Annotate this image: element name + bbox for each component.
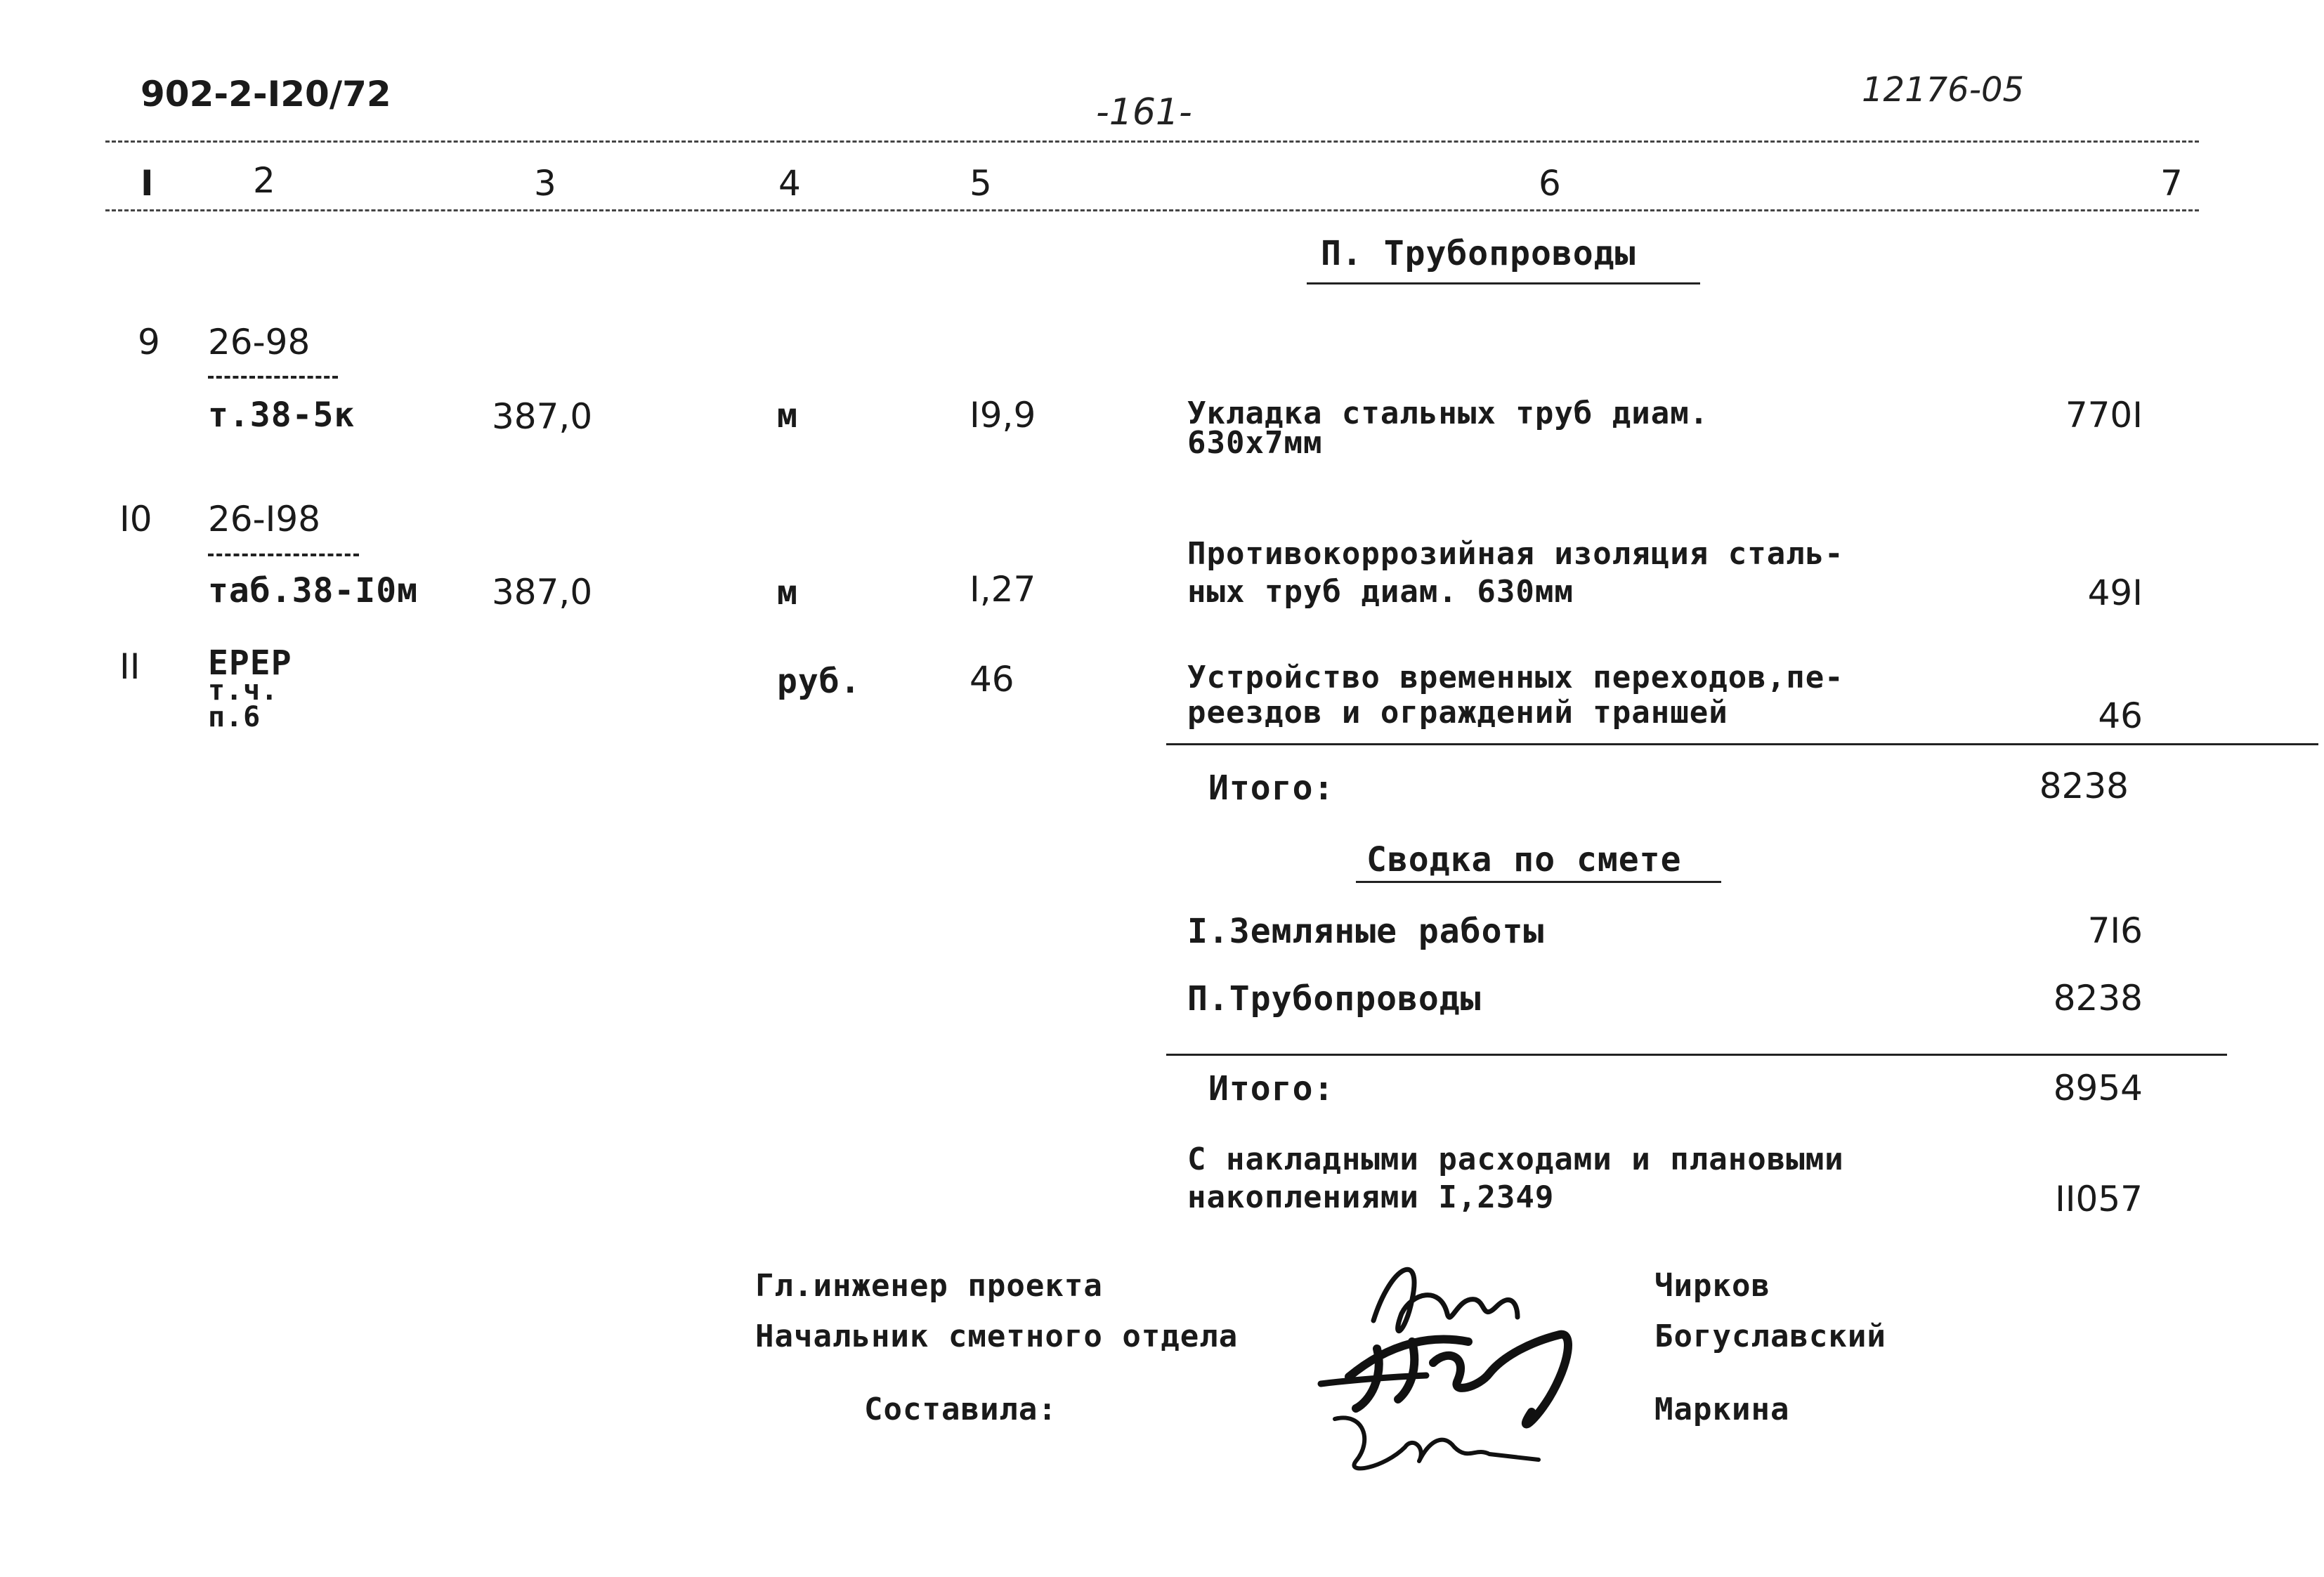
row-11-subcode-2: п.6 <box>208 701 261 733</box>
row-11-quantity: 46 <box>970 659 1014 700</box>
row-11-subcode: т.ч. <box>208 674 279 707</box>
col-header-6: 6 <box>1539 163 1561 204</box>
handwritten-signatures <box>1307 1236 1658 1489</box>
column-header-rule <box>105 209 2199 211</box>
section-title: П. Трубопроводы <box>1321 234 1636 273</box>
page-number: -161- <box>1096 91 1192 133</box>
row-10-number: I0 <box>119 499 152 539</box>
summary-earthworks-label: I.Земляные работы <box>1187 912 1545 951</box>
col-header-1: I <box>141 163 154 204</box>
col-header-7: 7 <box>2160 163 2183 204</box>
row-10-total: 49I <box>2087 572 2143 613</box>
summary-pipelines-value: 8238 <box>2053 978 2143 1019</box>
total-label: Итого: <box>1208 1069 1335 1108</box>
signature-role-compiler: Составила: <box>864 1392 1057 1427</box>
document-code: 902-2-I20/72 <box>141 74 391 114</box>
signature-role-chief-engineer: Гл.инженер проекта <box>755 1268 1103 1304</box>
overhead-line-1: С накладными расходами и плановыми <box>1187 1141 1844 1177</box>
col-header-5: 5 <box>970 163 992 204</box>
row-9-quantity: I9,9 <box>970 395 1036 436</box>
row-10-unit: м <box>777 573 798 613</box>
header-rule <box>105 140 2199 143</box>
summary-pipelines-label: П.Трубопроводы <box>1187 979 1482 1019</box>
row-11-number: II <box>119 646 141 687</box>
row-9-unit: м <box>777 396 798 436</box>
row-11-description-line-2: реездов и ограждений траншей <box>1187 695 1728 731</box>
col-header-4: 4 <box>778 163 801 204</box>
row-10-description-line-1: Противокоррозийная изоляция сталь- <box>1187 536 1844 572</box>
subtotal-label: Итого: <box>1208 768 1335 808</box>
col-header-3: 3 <box>534 163 556 204</box>
section-title-underline <box>1307 282 1700 284</box>
row-10-quantity: I,27 <box>970 569 1036 610</box>
row-9-code-rule <box>208 376 338 379</box>
row-9-number: 9 <box>138 322 160 362</box>
overhead-value: II057 <box>2055 1179 2143 1219</box>
row-10-description-line-2: ных труб диам. 630мм <box>1187 574 1574 610</box>
row-9-code: 26-98 <box>208 322 311 362</box>
archive-number: 12176-05 <box>1862 70 2025 110</box>
summary-title-underline <box>1356 881 1721 883</box>
row-11-description-line-1: Устройство временных переходов,пе- <box>1187 660 1844 695</box>
summary-earthworks-value: 7I6 <box>2087 910 2143 951</box>
row-10-price: 387,0 <box>492 572 593 613</box>
table-rule-1 <box>1166 743 2318 745</box>
signature-name-estimates-head: Богуславский <box>1654 1318 1886 1354</box>
total-value: 8954 <box>2053 1068 2143 1108</box>
signature-name-compiler: Маркина <box>1654 1392 1790 1427</box>
row-9-price: 387,0 <box>492 396 593 437</box>
table-rule-2 <box>1166 1054 2227 1056</box>
row-9-subcode: т.38-5к <box>208 395 355 435</box>
row-11-unit: руб. <box>777 662 861 701</box>
subtotal-value: 8238 <box>2039 766 2129 806</box>
overhead-line-2: накоплениями I,2349 <box>1187 1179 1555 1215</box>
row-11-total: 46 <box>2098 695 2143 736</box>
signature-name-chief-engineer: Чирков <box>1654 1268 1770 1304</box>
col-header-2: 2 <box>253 160 275 201</box>
row-9-description-line-1: Укладка стальных труб диам. <box>1187 395 1709 431</box>
row-10-code-rule <box>208 554 359 556</box>
row-9-total: 770I <box>2065 395 2143 436</box>
row-11-code: ЕРЕР <box>208 643 292 683</box>
signature-role-estimates-head: Начальник сметного отдела <box>755 1318 1239 1354</box>
row-9-description-line-2: 630х7мм <box>1187 425 1323 461</box>
row-10-code: 26-I98 <box>208 499 321 539</box>
summary-title: Сводка по смете <box>1366 840 1682 879</box>
row-10-subcode: таб.38-I0м <box>208 571 418 610</box>
